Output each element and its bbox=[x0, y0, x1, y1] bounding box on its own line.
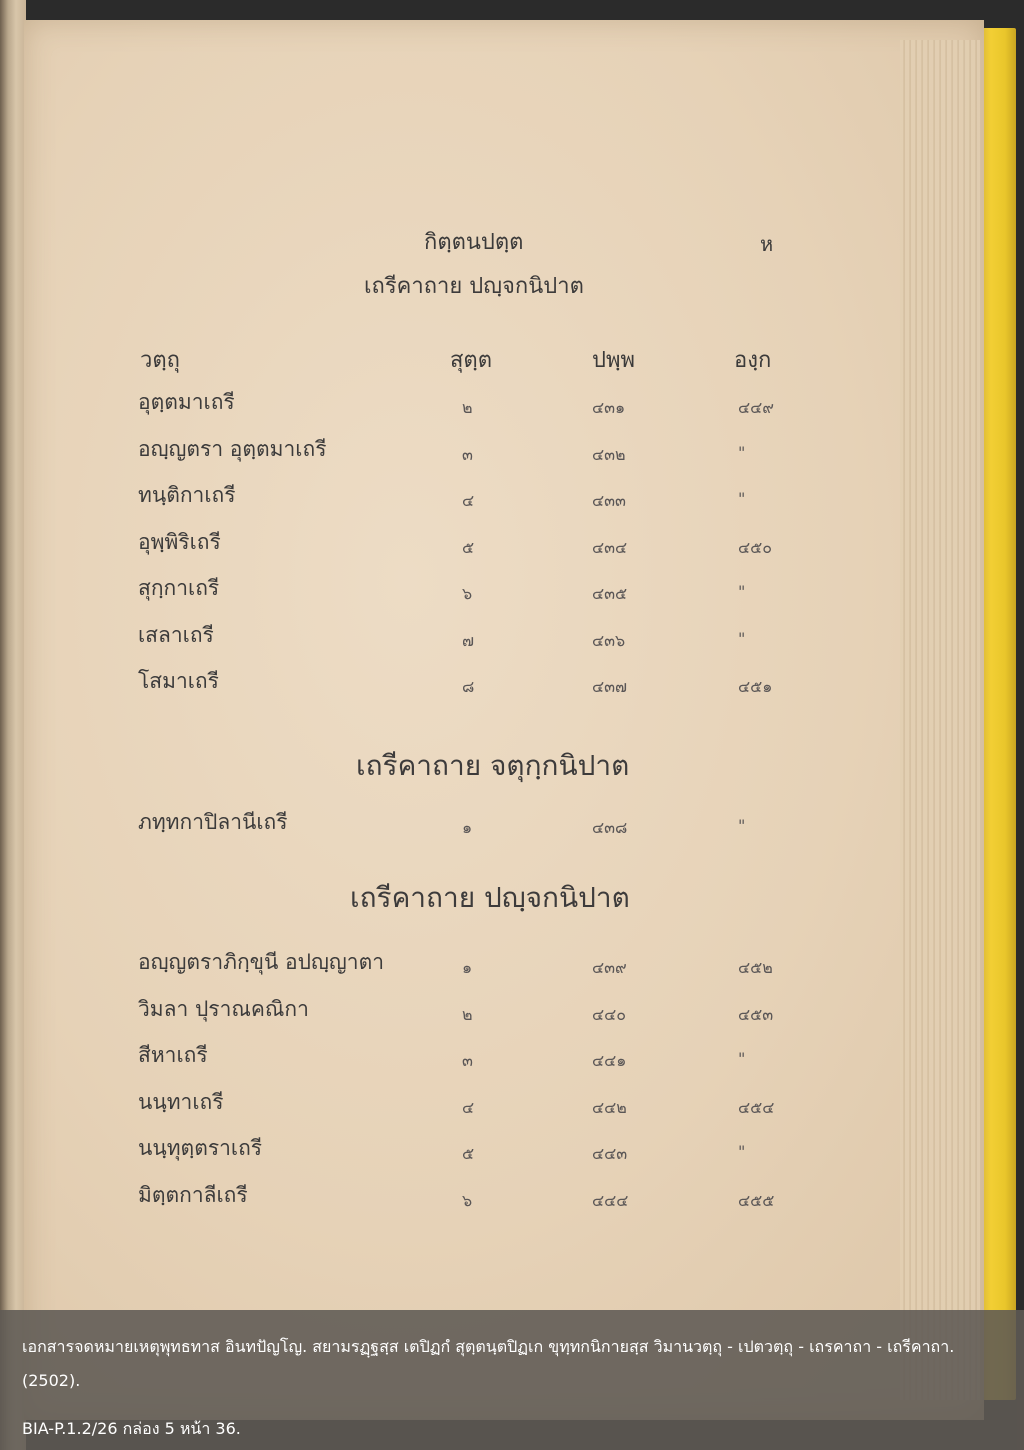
sutta-number: ๒ bbox=[462, 398, 473, 417]
table-row bbox=[0, 572, 1024, 612]
table-row bbox=[0, 806, 1024, 846]
anga-ref: " bbox=[738, 628, 746, 648]
sutta-number: ๔ bbox=[462, 491, 475, 510]
anga-ref: ๔๕๒ bbox=[738, 958, 773, 977]
table-row bbox=[0, 946, 1024, 986]
entry-name: อญฺญตรา อุตฺตมาเถรี bbox=[138, 436, 327, 461]
entry-name: ทนฺติกาเถรี bbox=[138, 483, 236, 507]
sutta-number: ๖ bbox=[462, 1190, 473, 1210]
column-header-page: ปพฺพ bbox=[592, 348, 635, 373]
table-row bbox=[0, 433, 1024, 473]
sutta-number: ๖ bbox=[462, 584, 473, 603]
sutta-number: ๓ bbox=[462, 1051, 473, 1070]
page-ref: ๔๓๔ bbox=[592, 537, 628, 557]
page-ref: ๔๔๑ bbox=[592, 1051, 627, 1070]
entry-name: นนฺทาเถรี bbox=[138, 1089, 224, 1114]
page-ref: ๔๓๗ bbox=[592, 677, 628, 696]
page-header-title: กิตฺตนปตฺต bbox=[424, 230, 524, 255]
page-ref: ๔๓๙ bbox=[592, 958, 627, 977]
book-left-edge bbox=[0, 0, 26, 1450]
caption-text: เอกสารจดหมายเหตุพุทธทาส อินทปัญโญ. สยามรฏฺฐสฺส เตปิฏกํ สุตฺตนฺตปิฏเก ขุทฺทกนิกายสฺส วิมานวตฺถุ - เปตวตฺถุ - เถรคาถา - เถรีคาถา. (2502). bbox=[22, 1337, 955, 1390]
anga-ref: " bbox=[738, 1142, 746, 1161]
table-row bbox=[0, 479, 1024, 519]
sutta-number: ๓ bbox=[462, 444, 473, 464]
entry-name: นนฺทุตฺตราเถรี bbox=[138, 1136, 263, 1160]
page-ref: ๔๔๓ bbox=[592, 1144, 628, 1163]
entry-name: สีหาเถรี bbox=[138, 1043, 208, 1067]
page-ref: ๔๔๐ bbox=[592, 1004, 626, 1024]
entry-name: วิมลา ปุราณคณิกา bbox=[138, 996, 309, 1021]
table-row bbox=[0, 619, 1024, 659]
table-row bbox=[0, 993, 1024, 1033]
sutta-number: ๑ bbox=[462, 818, 473, 837]
entry-name: อญฺญตราภิกฺขุนี อปญฺญาตา bbox=[138, 950, 385, 974]
page-ref: ๔๓๖ bbox=[592, 630, 626, 650]
entry-name: มิตฺตกาลีเถรี bbox=[138, 1182, 248, 1207]
page-ref: ๔๓๓ bbox=[592, 491, 626, 510]
sutta-number: ๕ bbox=[462, 1144, 475, 1163]
anga-ref: " bbox=[738, 489, 746, 508]
page-ref: ๔๓๘ bbox=[592, 818, 628, 837]
sutta-number: ๔ bbox=[462, 1097, 475, 1117]
anga-ref: " bbox=[738, 582, 746, 601]
anga-ref: " bbox=[738, 816, 746, 835]
page-ref: ๔๓๕ bbox=[592, 584, 628, 603]
page-ref: ๔๓๑ bbox=[592, 398, 626, 417]
section-title-2: เถรีคาถาย จตุกฺกนิปาต bbox=[356, 749, 630, 782]
page-ref: ๔๔๒ bbox=[592, 1097, 627, 1117]
page-ref: ๔๔๔ bbox=[592, 1190, 629, 1210]
entry-name: โสมาเถรี bbox=[138, 669, 219, 693]
section-title-3: เถรีคาถาย ปญฺจกนิปาต bbox=[350, 881, 630, 914]
sutta-number: ๑ bbox=[462, 958, 473, 977]
anga-ref: " bbox=[738, 1049, 746, 1068]
table-row bbox=[0, 665, 1024, 705]
anga-ref: ๔๕๐ bbox=[738, 537, 772, 557]
table-row bbox=[0, 526, 1024, 566]
table-row bbox=[0, 1132, 1024, 1172]
sutta-number: ๕ bbox=[462, 537, 475, 557]
entry-name: เสลาเถรี bbox=[138, 622, 214, 647]
table-row bbox=[0, 1179, 1024, 1219]
table-row bbox=[0, 1039, 1024, 1079]
anga-ref: ๔๕๓ bbox=[738, 1004, 774, 1024]
section-title-1: เถรีคาถาย ปญฺจกนิปาต bbox=[364, 274, 584, 299]
entry-name: สุกฺกาเถรี bbox=[138, 576, 220, 600]
entry-name: ภทฺทกาปิลานีเถรี bbox=[138, 810, 288, 834]
column-header-anga: องฺก bbox=[734, 348, 772, 373]
column-header-sutta: สุตฺต bbox=[450, 348, 493, 373]
anga-ref: " bbox=[738, 442, 746, 462]
sutta-number: ๗ bbox=[462, 630, 475, 650]
archive-caption bbox=[0, 1310, 1024, 1450]
anga-ref: ๔๕๑ bbox=[738, 677, 773, 696]
table-row bbox=[0, 1086, 1024, 1126]
sutta-number: ๘ bbox=[462, 677, 475, 696]
table-row bbox=[0, 386, 1024, 426]
page-ref: ๔๓๒ bbox=[592, 444, 626, 464]
entry-name: อุพฺพิริเถรี bbox=[138, 529, 221, 554]
anga-ref: ๔๕๔ bbox=[738, 1097, 775, 1117]
anga-ref: ๔๕๕ bbox=[738, 1190, 775, 1210]
page-number: ห bbox=[760, 232, 774, 256]
anga-ref: ๔๔๙ bbox=[738, 398, 774, 417]
caption-reference: BIA-P.1.2/26 กล่อง 5 หน้า 36. bbox=[22, 1419, 241, 1438]
column-header-name: วตฺถุ bbox=[140, 348, 180, 373]
entry-name: อุตฺตมาเถรี bbox=[138, 390, 235, 414]
sutta-number: ๒ bbox=[462, 1004, 473, 1024]
